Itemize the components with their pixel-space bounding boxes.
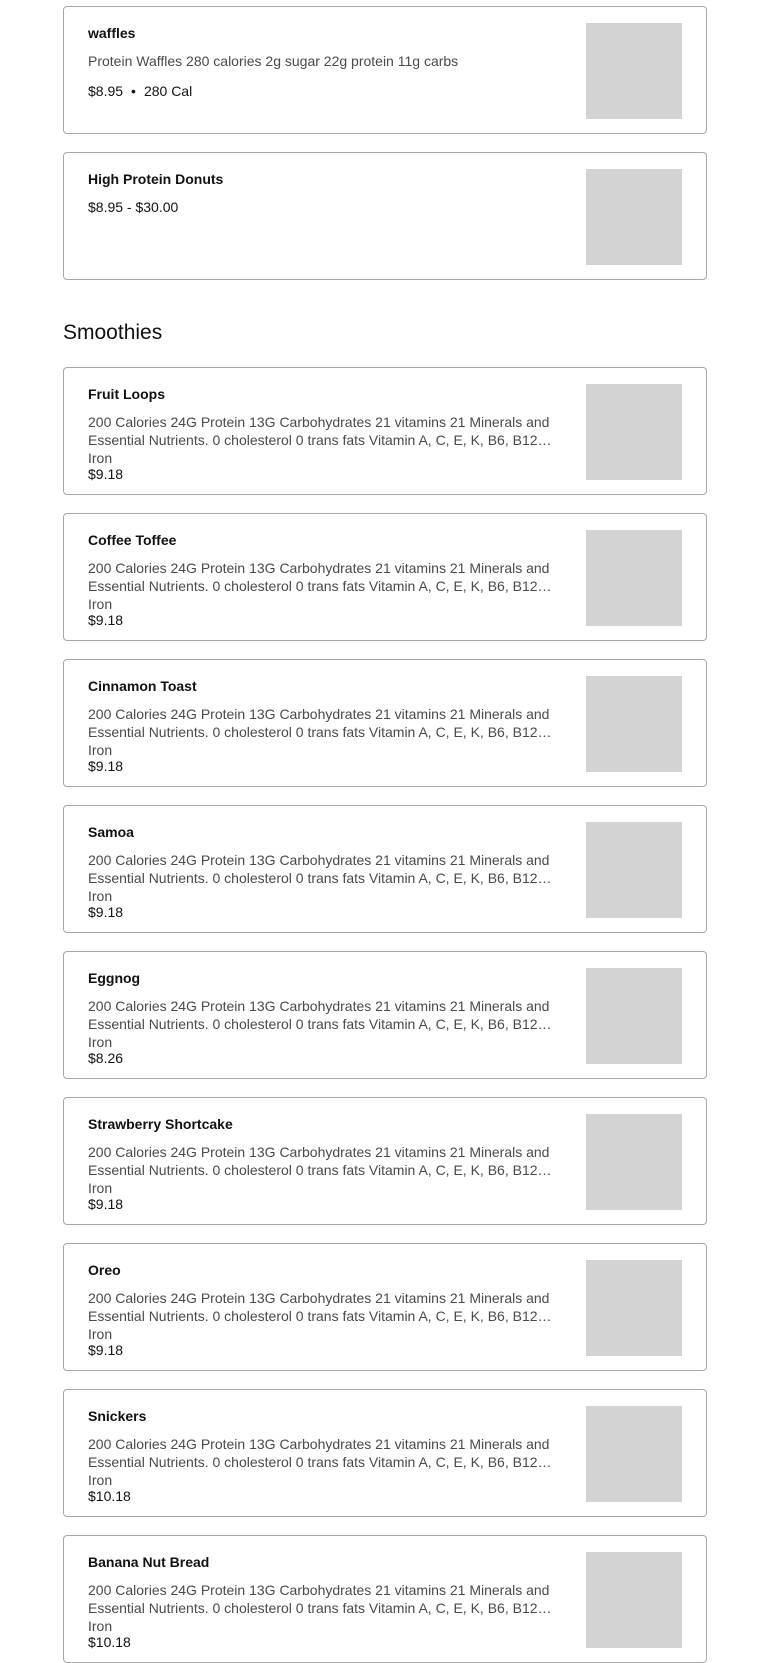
menu-item-description: 200 Calories 24G Protein 13G Carbohydrates 21 vitamins 21 Minerals and Essential Nutrients. 0 cholesterol 0 trans fats Vitamin A, C, E, K, B6, B12 Iron xyxy=(88,1436,550,1488)
menu-item-price: $9.18 xyxy=(88,758,124,774)
menu-item-card[interactable] xyxy=(63,659,707,787)
menu-item-description: Protein Waffles 280 calories 2g sugar 22g protein 11g carbs xyxy=(88,53,459,69)
section-title-smoothies: Smoothies xyxy=(63,321,163,344)
menu-item-card[interactable] xyxy=(63,1389,707,1517)
menu-item-price: $9.18 xyxy=(88,1196,124,1212)
menu-item-image xyxy=(586,1406,682,1502)
menu-item-card[interactable] xyxy=(63,152,707,280)
menu-item-price: $9.18 xyxy=(88,904,124,920)
menu-item-card[interactable] xyxy=(63,1097,707,1225)
menu-item-price: $8.95 - $30.00 xyxy=(88,199,179,215)
menu-item-name: Oreo xyxy=(88,1262,121,1278)
menu-item-meta xyxy=(88,82,192,100)
menu-item-price: $8.95 xyxy=(88,83,124,99)
menu-item-image xyxy=(586,1552,682,1648)
menu-item-image xyxy=(586,1114,682,1210)
menu-item-name: Fruit Loops xyxy=(88,386,165,402)
menu-item-card[interactable] xyxy=(63,367,707,495)
menu-item-name: Strawberry Shortcake xyxy=(88,1116,233,1132)
menu-item-price: $10.18 xyxy=(88,1488,131,1504)
menu-item-image xyxy=(586,968,682,1064)
menu-item-name: Snickers xyxy=(88,1408,147,1424)
separator-dot: • xyxy=(131,83,136,99)
menu-item-image xyxy=(586,822,682,918)
menu-item-description: 200 Calories 24G Protein 13G Carbohydrates 21 vitamins 21 Minerals and Essential Nutrients. 0 cholesterol 0 trans fats Vitamin A, C, E, K, B6, B12 Iron xyxy=(88,560,550,612)
menu-item-price: $9.18 xyxy=(88,1342,124,1358)
menu-item-description: 200 Calories 24G Protein 13G Carbohydrates 21 vitamins 21 Minerals and Essential Nutrients. 0 cholesterol 0 trans fats Vitamin A, C, E, K, B6, B12 Iron xyxy=(88,414,550,466)
menu-item-card[interactable] xyxy=(63,951,707,1079)
menu-item-card[interactable] xyxy=(63,6,707,134)
menu-item-name: Samoa xyxy=(88,824,134,840)
menu-item-card[interactable] xyxy=(63,1535,707,1663)
menu-item-image xyxy=(586,676,682,772)
menu-item-calories: 280 Cal xyxy=(143,83,193,99)
menu-item-price: $8.26 xyxy=(88,1050,124,1066)
menu-item-description: 200 Calories 24G Protein 13G Carbohydrates 21 vitamins 21 Minerals and Essential Nutrients. 0 cholesterol 0 trans fats Vitamin A, C, E, K, B6, B12 Iron xyxy=(88,706,550,758)
menu-item-name: waffles xyxy=(88,25,136,41)
menu-item-description: 200 Calories 24G Protein 13G Carbohydrates 21 vitamins 21 Minerals and Essential Nutrients. 0 cholesterol 0 trans fats Vitamin A, C, E, K, B6, B12 Iron xyxy=(88,1582,550,1634)
menu-item-name: Eggnog xyxy=(88,970,141,986)
menu-item-price: $10.18 xyxy=(88,1634,131,1650)
menu-item-image xyxy=(586,384,682,480)
menu-item-price: $9.18 xyxy=(88,612,124,628)
menu-item-name: Coffee Toffee xyxy=(88,532,177,548)
menu-item-card[interactable] xyxy=(63,1243,707,1371)
menu-item-name: Cinnamon Toast xyxy=(88,678,197,694)
menu-item-image xyxy=(586,169,682,265)
menu-item-price: $9.18 xyxy=(88,466,124,482)
menu-item-image xyxy=(586,1260,682,1356)
menu-item-name: Banana Nut Bread xyxy=(88,1554,210,1570)
menu-item-image xyxy=(586,23,682,119)
menu-item-description: 200 Calories 24G Protein 13G Carbohydrates 21 vitamins 21 Minerals and Essential Nutrients. 0 cholesterol 0 trans fats Vitamin A, C, E, K, B6, B12 Iron xyxy=(88,852,550,904)
menu-item-name: High Protein Donuts xyxy=(88,171,224,187)
menu-item-card[interactable] xyxy=(63,805,707,933)
menu-item-description: 200 Calories 24G Protein 13G Carbohydrates 21 vitamins 21 Minerals and Essential Nutrients. 0 cholesterol 0 trans fats Vitamin A, C, E, K, B6, B12 Iron xyxy=(88,1290,550,1342)
menu-item-description: 200 Calories 24G Protein 13G Carbohydrates 21 vitamins 21 Minerals and Essential Nutrients. 0 cholesterol 0 trans fats Vitamin A, C, E, K, B6, B12 Iron xyxy=(88,1144,550,1196)
menu-item-description: 200 Calories 24G Protein 13G Carbohydrates 21 vitamins 21 Minerals and Essential Nutrients. 0 cholesterol 0 trans fats Vitamin A, C, E, K, B6, B12 Iron xyxy=(88,998,550,1050)
menu-item-image xyxy=(586,530,682,626)
menu-item-card[interactable] xyxy=(63,513,707,641)
